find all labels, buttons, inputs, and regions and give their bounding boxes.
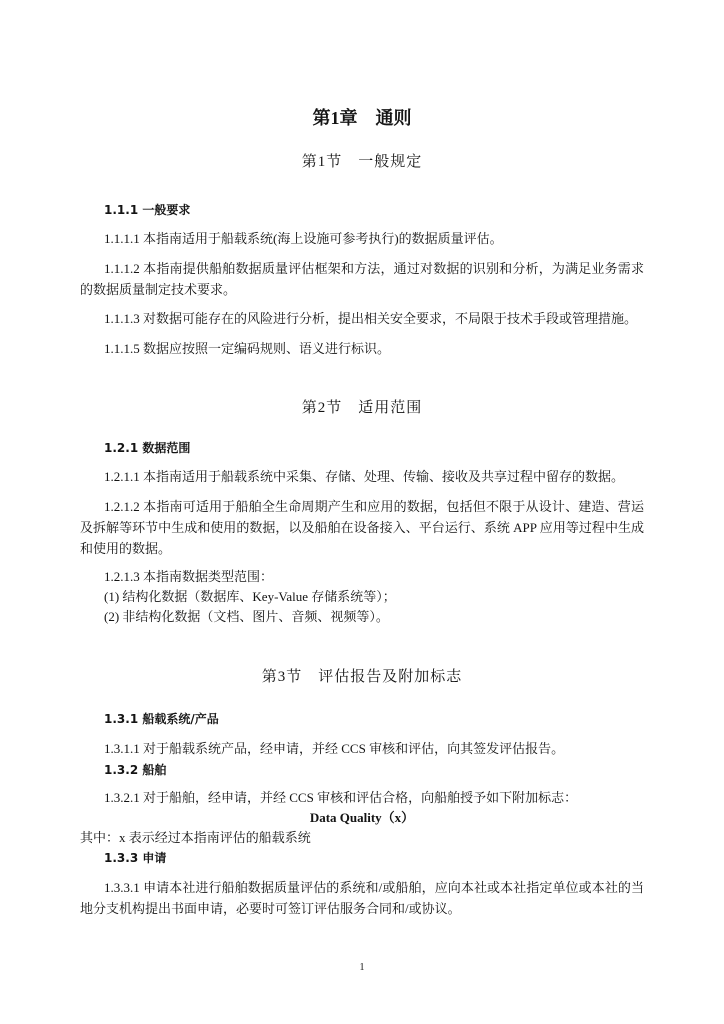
clause-1-3-2-heading: 1.3.2 船舶 [104, 763, 167, 777]
page-number: 1 [359, 962, 365, 973]
clause-1-2-1-3: 1.2.1.3 本指南数据类型范围： [104, 569, 274, 584]
clause-1-1-1-1: 1.1.1.1 本指南适用于船载系统(海上设施可参考执行)的数据质量评估。 [104, 230, 503, 246]
chapter-title: 第1章 通则 [312, 108, 412, 128]
clause-1-3-3-1: 1.3.3.1 申请本社进行船舶数据质量评估的系统和/或船舶，应向本社或本社指定单位或本社的当地分支机构提出书面申请，必要时可签订评估服务合同和/或协议。 [80, 879, 644, 916]
clause-1-3-3-heading: 1.3.3 申请 [104, 851, 167, 865]
clause-1-1-1-3: 1.1.1.3 对数据可能存在的风险进行分析，提出相关安全要求，不局限于技术手段或管理措施。 [104, 310, 638, 326]
notation-note: 其中：x 表示经过本指南评估的船载系统 [80, 830, 311, 845]
clause-1-3-2-1: 1.3.2.1 对于船舶，经申请，并经 CCS 审核和评估合格，向船舶授予如下附加标志： [104, 790, 578, 805]
data-type-list-item-1: (1) 结构化数据（数据库、Key-Value 存储系统等）； [104, 589, 396, 604]
clause-1-1-1-heading: 1.1.1 一般要求 [104, 203, 191, 217]
clause-1-2-1-2: 1.2.1.2 本指南可适用于船舶全生命周期产生和应用的数据，包括但不限于从设计、建造、营运及拆解等环节中生成和使用的数据，以及船舶在设备接入、平台运行、系统 APP 应用等过程中生成和使用的数据。 [80, 498, 644, 556]
section-3-title: 第3节 评估报告及附加标志 [261, 669, 463, 685]
clause-1-3-1-heading: 1.3.1 船载系统/产品 [104, 712, 219, 726]
section-2-title: 第2节 适用范围 [301, 400, 423, 416]
class-notation: Data Quality（x） [309, 810, 415, 825]
clause-1-1-1-2: 1.1.1.2 本指南提供船舶数据质量评估框架和方法，通过对数据的识别和分析，为满足业务需求的数据质量制定技术要求。 [80, 260, 644, 297]
clause-1-3-1-1: 1.3.1.1 对于船载系统产品，经申请，并经 CCS 审核和评估，向其签发评估报告。 [104, 740, 565, 756]
data-type-list-item-2: (2) 非结构化数据（文档、图片、音频、视频等）。 [104, 609, 389, 624]
clause-1-2-1-heading: 1.2.1 数据范围 [104, 441, 191, 455]
clause-1-2-1-1: 1.2.1.1 本指南适用于船载系统中采集、存储、处理、传输、接收及共享过程中留存的数据。 [104, 468, 625, 484]
clause-1-1-1-5: 1.1.1.5 数据应按照一定编码规则、语义进行标识。 [104, 340, 391, 356]
section-1-title: 第1节 一般规定 [301, 154, 423, 170]
